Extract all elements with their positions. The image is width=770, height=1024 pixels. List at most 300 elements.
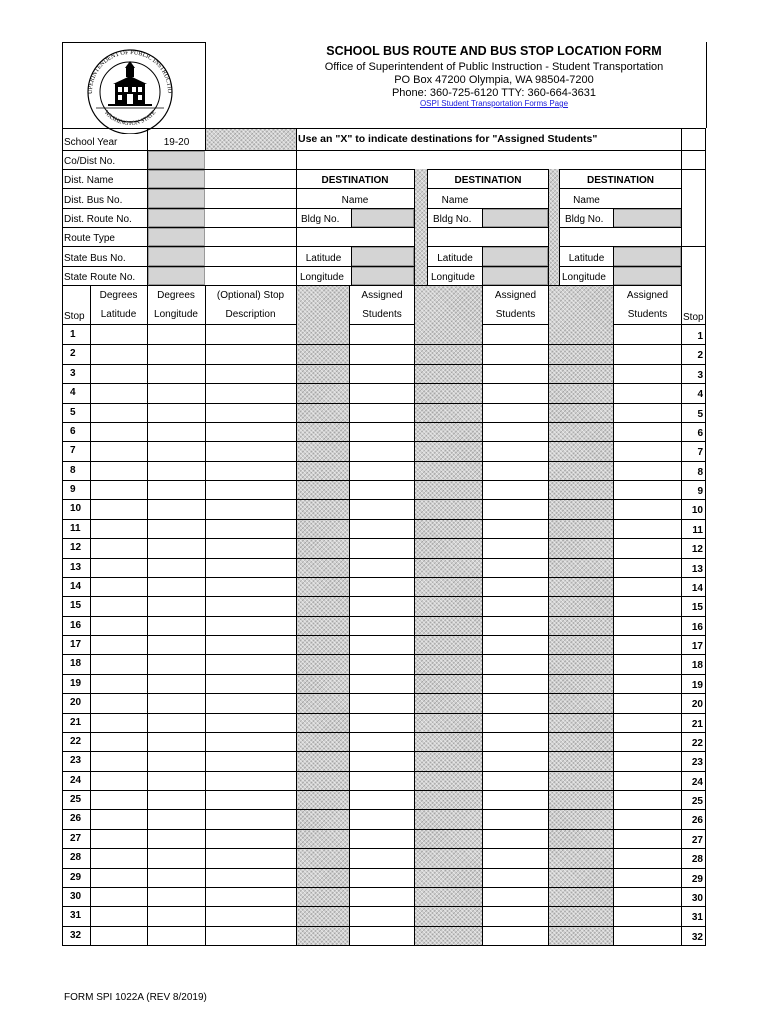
assigned-instruction: Use an "X" to indicate destinations for "Assigned Students" xyxy=(298,133,598,145)
assigned-students-cell-3[interactable] xyxy=(614,636,681,654)
stop-latitude-cell[interactable] xyxy=(91,869,147,887)
assigned-students-cell-2[interactable] xyxy=(483,830,548,848)
assigned-students-cell-2[interactable] xyxy=(483,404,548,422)
stop-number-left: 1 xyxy=(70,329,76,340)
stop-number-right: 29 xyxy=(691,874,703,885)
stop-description-cell[interactable] xyxy=(206,694,296,712)
assigned-students-cell-2[interactable] xyxy=(483,539,548,557)
assigned-students-cell-3[interactable] xyxy=(614,423,681,441)
assigned-students-cell-1[interactable] xyxy=(350,481,414,499)
assigned-students-cell-3[interactable] xyxy=(614,365,681,383)
assigned-students-cell-3[interactable] xyxy=(614,849,681,867)
stop-number-right: 19 xyxy=(691,680,703,691)
stop-number-right: 14 xyxy=(691,583,703,594)
stop-longitude-cell[interactable] xyxy=(148,733,205,751)
stop-description-cell[interactable] xyxy=(206,384,296,402)
stop-number-left: 31 xyxy=(70,910,82,921)
school-year-value[interactable]: 19-20 xyxy=(163,137,190,148)
stop-longitude-cell[interactable] xyxy=(148,442,205,460)
stop-description-cell[interactable] xyxy=(206,404,296,422)
stop-latitude-cell[interactable] xyxy=(91,500,147,518)
stop-latitude-cell[interactable] xyxy=(91,714,147,732)
stop-latitude-cell[interactable] xyxy=(91,384,147,402)
stop-longitude-cell[interactable] xyxy=(148,714,205,732)
stop-description-cell[interactable] xyxy=(206,810,296,828)
assigned-students-cell-1[interactable] xyxy=(350,714,414,732)
stop-description-cell[interactable] xyxy=(206,365,296,383)
stop-number-right: 17 xyxy=(691,641,703,652)
stop-longitude-cell[interactable] xyxy=(148,636,205,654)
stop-latitude-cell[interactable] xyxy=(91,365,147,383)
stop-number-left: 13 xyxy=(70,562,82,573)
assigned-students-cell-1[interactable] xyxy=(350,345,414,363)
assigned-students-cell-3[interactable] xyxy=(614,326,681,344)
stop-number-right: 30 xyxy=(691,893,703,904)
stop-number-left: 3 xyxy=(70,368,76,379)
co-dist-no-label: Co/Dist No. xyxy=(64,156,116,167)
assigned-students-cell-1[interactable] xyxy=(350,733,414,751)
assigned-students-cell-2[interactable] xyxy=(483,442,548,460)
assigned-students-cell-3[interactable] xyxy=(614,810,681,828)
assigned-students-cell-3[interactable] xyxy=(614,617,681,635)
route-type-label: Route Type xyxy=(64,233,115,244)
destination-1-name-label: Name xyxy=(341,195,369,206)
stop-description-cell[interactable] xyxy=(206,636,296,654)
assigned-students-cell-3[interactable] xyxy=(614,714,681,732)
stop-latitude-cell[interactable] xyxy=(91,539,147,557)
assigned-students-cell-1[interactable] xyxy=(350,830,414,848)
stop-latitude-cell[interactable] xyxy=(91,927,147,945)
stop-number-left: 23 xyxy=(70,755,82,766)
stop-description-cell[interactable] xyxy=(206,481,296,499)
stop-number-left: 30 xyxy=(70,891,82,902)
assigned-students-cell-2[interactable] xyxy=(483,559,548,577)
assigned-students-cell-2[interactable] xyxy=(483,578,548,596)
stop-longitude-cell[interactable] xyxy=(148,694,205,712)
stop-longitude-cell[interactable] xyxy=(148,655,205,673)
stop-latitude-cell[interactable] xyxy=(91,578,147,596)
stop-number-right: 27 xyxy=(691,835,703,846)
assigned-students-cell-1[interactable] xyxy=(350,655,414,673)
stop-latitude-cell[interactable] xyxy=(91,772,147,790)
stop-number-left: 21 xyxy=(70,717,82,728)
assigned-students-cell-2[interactable] xyxy=(483,791,548,809)
stop-description-cell[interactable] xyxy=(206,752,296,770)
state-route-no-label: State Route No. xyxy=(64,272,136,283)
stop-number-right: 16 xyxy=(691,622,703,633)
phone-line: Phone: 360-725-6120 TTY: 360-664-3631 xyxy=(391,87,597,99)
stop-number-left: 29 xyxy=(70,872,82,883)
assigned-students-cell-1[interactable] xyxy=(350,597,414,615)
stop-number-left: 27 xyxy=(70,833,82,844)
assigned-students-cell-3[interactable] xyxy=(614,481,681,499)
seal-ring-bottom: WASHINGTON STATE xyxy=(102,109,158,127)
stop-number-left: 2 xyxy=(70,348,76,359)
stop-latitude-cell[interactable] xyxy=(91,907,147,925)
form-number: FORM SPI 1022A (REV 8/2019) xyxy=(64,992,207,1003)
assigned-students-cell-1[interactable] xyxy=(350,423,414,441)
stop-number-right: 25 xyxy=(691,796,703,807)
assigned-students-cell-1[interactable] xyxy=(350,869,414,887)
stop-latitude-cell[interactable] xyxy=(91,675,147,693)
stop-latitude-cell[interactable] xyxy=(91,636,147,654)
stop-latitude-cell[interactable] xyxy=(91,442,147,460)
stop-number-left: 5 xyxy=(70,407,76,418)
stop-number-right: 15 xyxy=(691,602,703,613)
stop-latitude-cell[interactable] xyxy=(91,597,147,615)
assigned-students-cell-2[interactable] xyxy=(483,694,548,712)
stop-number-right: 7 xyxy=(697,447,703,458)
stop-number-left: 24 xyxy=(70,775,82,786)
assigned-students-cell-1[interactable] xyxy=(350,539,414,557)
assigned-students-cell-1[interactable] xyxy=(350,559,414,577)
assigned-students-cell-3[interactable] xyxy=(614,733,681,751)
assigned-students-cell-2[interactable] xyxy=(483,345,548,363)
stop-longitude-cell[interactable] xyxy=(148,481,205,499)
assigned-students-cell-1[interactable] xyxy=(350,365,414,383)
assigned-students-cell-3[interactable] xyxy=(614,345,681,363)
assigned-header-1: Assigned xyxy=(361,290,403,301)
destination-3-latitude-label: Latitude xyxy=(568,253,605,264)
stop-description-cell[interactable] xyxy=(206,500,296,518)
stop-number-right: 10 xyxy=(691,505,703,516)
stop-number-right: 28 xyxy=(691,854,703,865)
stop-longitude-cell[interactable] xyxy=(148,888,205,906)
stop-longitude-cell[interactable] xyxy=(148,597,205,615)
stop-latitude-cell[interactable] xyxy=(91,791,147,809)
destination-2-name-label: Name xyxy=(441,195,469,206)
stop-number-left: 11 xyxy=(70,523,81,534)
stop-description-cell[interactable] xyxy=(206,578,296,596)
stop-description-cell[interactable] xyxy=(206,655,296,673)
assigned-students-cell-1[interactable] xyxy=(350,636,414,654)
assigned-students-cell-2[interactable] xyxy=(483,772,548,790)
stop-longitude-cell[interactable] xyxy=(148,423,205,441)
assigned-students-cell-3[interactable] xyxy=(614,578,681,596)
dist-bus-no-label: Dist. Bus No. xyxy=(64,195,123,206)
destination-1-latitude-label: Latitude xyxy=(305,253,342,264)
stop-number-right: 8 xyxy=(697,467,703,478)
stop-number-right: 26 xyxy=(691,815,703,826)
assigned-students-cell-2[interactable] xyxy=(483,384,548,402)
destination-3-name-label: Name xyxy=(573,195,600,206)
destination-3-longitude-label: Longitude xyxy=(562,272,606,283)
stop-number-left: 26 xyxy=(70,813,82,824)
stop-number-right: 4 xyxy=(697,389,703,400)
assigned-students-cell-2[interactable] xyxy=(483,655,548,673)
assigned-students-cell-1[interactable] xyxy=(350,520,414,538)
stop-description-cell[interactable] xyxy=(206,539,296,557)
stop-number-left: 16 xyxy=(70,620,82,631)
assigned-students-cell-3[interactable] xyxy=(614,404,681,422)
stop-longitude-cell[interactable] xyxy=(148,539,205,557)
stop-description-cell[interactable] xyxy=(206,617,296,635)
stop-number-left: 14 xyxy=(70,581,82,592)
assigned-students-cell-3[interactable] xyxy=(614,907,681,925)
stop-latitude-cell[interactable] xyxy=(91,830,147,848)
stop-description-cell[interactable] xyxy=(206,597,296,615)
destination-3-heading: DESTINATION xyxy=(586,175,655,186)
stop-longitude-cell[interactable] xyxy=(148,578,205,596)
assigned-students-cell-2[interactable] xyxy=(483,869,548,887)
stop-latitude-cell[interactable] xyxy=(91,810,147,828)
assigned-students-cell-2[interactable] xyxy=(483,636,548,654)
stop-longitude-cell[interactable] xyxy=(148,907,205,925)
stop-description-cell[interactable] xyxy=(206,830,296,848)
stop-latitude-cell[interactable] xyxy=(91,888,147,906)
assigned-students-cell-2[interactable] xyxy=(483,462,548,480)
assigned-students-cell-1[interactable] xyxy=(350,462,414,480)
stop-latitude-cell[interactable] xyxy=(91,694,147,712)
students-header-3: Students xyxy=(627,309,668,320)
stop-number-left: 19 xyxy=(70,678,82,689)
stop-latitude-cell[interactable] xyxy=(91,520,147,538)
stop-description-cell[interactable] xyxy=(206,772,296,790)
stop-description-cell[interactable] xyxy=(206,733,296,751)
destination-3-bldg-label: Bldg No. xyxy=(565,214,604,225)
dist-name-label: Dist. Name xyxy=(64,175,114,186)
stop-number-left: 7 xyxy=(70,445,76,456)
stop-number-right: 20 xyxy=(691,699,703,710)
assigned-students-cell-1[interactable] xyxy=(350,384,414,402)
assigned-students-cell-1[interactable] xyxy=(350,888,414,906)
assigned-students-cell-2[interactable] xyxy=(483,326,548,344)
description-header: Description xyxy=(225,309,276,320)
stop-number-right: 5 xyxy=(697,409,703,420)
assigned-students-cell-3[interactable] xyxy=(614,520,681,538)
agency-line: Office of Superintendent of Public Instruction - Student Transportation xyxy=(324,61,664,73)
assigned-students-cell-3[interactable] xyxy=(614,462,681,480)
assigned-students-cell-2[interactable] xyxy=(483,365,548,383)
assigned-students-cell-2[interactable] xyxy=(483,927,548,945)
assigned-students-cell-2[interactable] xyxy=(483,675,548,693)
assigned-students-cell-3[interactable] xyxy=(614,500,681,518)
stop-longitude-cell[interactable] xyxy=(148,462,205,480)
assigned-students-cell-3[interactable] xyxy=(614,675,681,693)
longitude-degrees-header: Degrees xyxy=(157,290,195,301)
stop-longitude-cell[interactable] xyxy=(148,675,205,693)
assigned-students-cell-2[interactable] xyxy=(483,907,548,925)
stop-longitude-cell[interactable] xyxy=(148,810,205,828)
destination-2-heading: DESTINATION xyxy=(454,175,522,186)
stop-header-left: Stop xyxy=(64,311,85,322)
stop-longitude-cell[interactable] xyxy=(148,404,205,422)
stop-number-left: 32 xyxy=(70,930,82,941)
form-title: SCHOOL BUS ROUTE AND BUS STOP LOCATION FORM xyxy=(326,44,662,58)
assigned-students-cell-2[interactable] xyxy=(483,733,548,751)
stop-latitude-cell[interactable] xyxy=(91,462,147,480)
seal-ring-top: UPERINTENDENT OF PUBLIC INSTRUCTIO xyxy=(86,48,174,95)
stop-number-right: 6 xyxy=(697,428,703,439)
stop-number-right: 1 xyxy=(697,331,703,342)
destination-2-latitude-label: Latitude xyxy=(437,253,473,264)
stop-longitude-cell[interactable] xyxy=(148,927,205,945)
students-header-2: Students xyxy=(495,309,536,320)
stop-number-left: 25 xyxy=(70,794,82,805)
assigned-students-cell-1[interactable] xyxy=(350,442,414,460)
stop-longitude-cell[interactable] xyxy=(148,365,205,383)
assigned-students-cell-2[interactable] xyxy=(483,810,548,828)
stop-description-cell[interactable] xyxy=(206,888,296,906)
stop-latitude-cell[interactable] xyxy=(91,481,147,499)
stop-latitude-cell[interactable] xyxy=(91,733,147,751)
assigned-students-cell-3[interactable] xyxy=(614,655,681,673)
destination-1-bldg-label: Bldg No. xyxy=(301,214,340,225)
stop-number-left: 10 xyxy=(70,503,82,514)
latitude-header: Latitude xyxy=(100,309,137,320)
stop-number-right: 32 xyxy=(691,932,703,943)
stop-description-cell[interactable] xyxy=(206,675,296,693)
assigned-students-cell-1[interactable] xyxy=(350,675,414,693)
stop-longitude-cell[interactable] xyxy=(148,772,205,790)
stop-description-cell[interactable] xyxy=(206,442,296,460)
stop-description-cell[interactable] xyxy=(206,345,296,363)
stop-number-right: 9 xyxy=(697,486,703,497)
stop-number-right: 31 xyxy=(691,912,703,923)
stop-description-cell[interactable] xyxy=(206,927,296,945)
assigned-students-cell-2[interactable] xyxy=(483,481,548,499)
stop-longitude-cell[interactable] xyxy=(148,559,205,577)
stop-latitude-cell[interactable] xyxy=(91,404,147,422)
stop-description-cell[interactable] xyxy=(206,462,296,480)
stop-number-left: 9 xyxy=(70,484,76,495)
stop-longitude-cell[interactable] xyxy=(148,500,205,518)
stop-latitude-cell[interactable] xyxy=(91,326,147,344)
stop-longitude-cell[interactable] xyxy=(148,849,205,867)
assigned-students-cell-1[interactable] xyxy=(350,849,414,867)
stop-latitude-cell[interactable] xyxy=(91,423,147,441)
assigned-students-cell-1[interactable] xyxy=(350,810,414,828)
assigned-students-cell-1[interactable] xyxy=(350,404,414,422)
address-line: PO Box 47200 Olympia, WA 98504-7200 xyxy=(394,74,594,86)
dist-route-no-label: Dist. Route No. xyxy=(64,214,132,225)
stop-longitude-cell[interactable] xyxy=(148,752,205,770)
assigned-students-cell-3[interactable] xyxy=(614,384,681,402)
assigned-students-cell-1[interactable] xyxy=(350,907,414,925)
assigned-students-cell-3[interactable] xyxy=(614,752,681,770)
assigned-header-2: Assigned xyxy=(494,290,537,301)
stop-header-right: Stop xyxy=(683,312,704,323)
assigned-students-cell-3[interactable] xyxy=(614,539,681,557)
assigned-students-cell-1[interactable] xyxy=(350,791,414,809)
stop-number-right: 21 xyxy=(691,719,703,730)
assigned-students-cell-1[interactable] xyxy=(350,500,414,518)
assigned-students-cell-3[interactable] xyxy=(614,791,681,809)
assigned-students-cell-3[interactable] xyxy=(614,772,681,790)
stop-longitude-cell[interactable] xyxy=(148,869,205,887)
students-header-1: Students xyxy=(362,309,402,320)
stop-description-cell[interactable] xyxy=(206,869,296,887)
assigned-students-cell-2[interactable] xyxy=(483,520,548,538)
stop-latitude-cell[interactable] xyxy=(91,849,147,867)
assigned-students-cell-1[interactable] xyxy=(350,752,414,770)
assigned-students-cell-3[interactable] xyxy=(614,442,681,460)
stop-longitude-cell[interactable] xyxy=(148,617,205,635)
svg-text:WASHINGTON STATE xyxy=(103,110,158,127)
stop-number-left: 15 xyxy=(70,600,82,611)
assigned-students-cell-1[interactable] xyxy=(350,578,414,596)
stop-description-cell[interactable] xyxy=(206,849,296,867)
assigned-students-cell-2[interactable] xyxy=(483,617,548,635)
stop-number-left: 17 xyxy=(70,639,82,650)
stop-latitude-cell[interactable] xyxy=(91,345,147,363)
stop-latitude-cell[interactable] xyxy=(91,752,147,770)
stop-number-left: 6 xyxy=(70,426,76,437)
longitude-header: Longitude xyxy=(154,309,198,320)
stop-longitude-cell[interactable] xyxy=(148,520,205,538)
stop-number-left: 28 xyxy=(70,852,82,863)
assigned-students-cell-3[interactable] xyxy=(614,888,681,906)
stop-description-cell[interactable] xyxy=(206,791,296,809)
stop-longitude-cell[interactable] xyxy=(148,384,205,402)
stop-description-cell[interactable] xyxy=(206,326,296,344)
stop-longitude-cell[interactable] xyxy=(148,791,205,809)
stop-number-right: 2 xyxy=(697,350,703,361)
stop-description-cell[interactable] xyxy=(206,907,296,925)
assigned-students-cell-1[interactable] xyxy=(350,326,414,344)
assigned-students-cell-1[interactable] xyxy=(350,617,414,635)
assigned-students-cell-2[interactable] xyxy=(483,888,548,906)
stop-number-left: 22 xyxy=(70,736,82,747)
assigned-students-cell-2[interactable] xyxy=(483,597,548,615)
assigned-header-3: Assigned xyxy=(626,290,669,301)
forms-page-link[interactable]: OSPI Student Transportation Forms Page xyxy=(419,99,569,108)
stop-number-right: 22 xyxy=(691,738,703,749)
stop-number-right: 24 xyxy=(691,777,703,788)
stop-number-left: 4 xyxy=(70,387,76,398)
stop-number-left: 20 xyxy=(70,697,82,708)
stop-description-cell[interactable] xyxy=(206,423,296,441)
stop-number-left: 18 xyxy=(70,658,82,669)
stop-longitude-cell[interactable] xyxy=(148,830,205,848)
stop-number-left: 12 xyxy=(70,542,82,553)
stop-latitude-cell[interactable] xyxy=(91,655,147,673)
assigned-students-cell-1[interactable] xyxy=(350,694,414,712)
assigned-students-cell-3[interactable] xyxy=(614,927,681,945)
optional-stop-header: (Optional) Stop xyxy=(216,290,285,301)
destination-2-longitude-label: Longitude xyxy=(431,272,475,283)
school-year-label: School Year xyxy=(64,137,118,148)
destination-1-heading: DESTINATION xyxy=(321,175,389,186)
assigned-students-cell-3[interactable] xyxy=(614,694,681,712)
stop-number-right: 23 xyxy=(691,757,703,768)
assigned-students-cell-2[interactable] xyxy=(483,423,548,441)
ospi-seal-logo xyxy=(78,46,182,134)
stop-description-cell[interactable] xyxy=(206,714,296,732)
assigned-students-cell-3[interactable] xyxy=(614,830,681,848)
stop-longitude-cell[interactable] xyxy=(148,345,205,363)
state-bus-no-label: State Bus No. xyxy=(64,253,126,264)
stop-number-right: 18 xyxy=(691,660,703,671)
stop-description-cell[interactable] xyxy=(206,520,296,538)
assigned-students-cell-2[interactable] xyxy=(483,714,548,732)
stop-latitude-cell[interactable] xyxy=(91,617,147,635)
assigned-students-cell-3[interactable] xyxy=(614,559,681,577)
stop-longitude-cell[interactable] xyxy=(148,326,205,344)
destination-1-longitude-label: Longitude xyxy=(300,272,344,283)
stop-description-cell[interactable] xyxy=(206,559,296,577)
destination-2-bldg-label: Bldg No. xyxy=(433,214,472,225)
assigned-students-cell-1[interactable] xyxy=(350,772,414,790)
assigned-students-cell-2[interactable] xyxy=(483,849,548,867)
assigned-students-cell-3[interactable] xyxy=(614,869,681,887)
stop-latitude-cell[interactable] xyxy=(91,559,147,577)
stop-number-right: 3 xyxy=(697,370,703,381)
assigned-students-cell-2[interactable] xyxy=(483,500,548,518)
assigned-students-cell-1[interactable] xyxy=(350,927,414,945)
assigned-students-cell-2[interactable] xyxy=(483,752,548,770)
assigned-students-cell-3[interactable] xyxy=(614,597,681,615)
